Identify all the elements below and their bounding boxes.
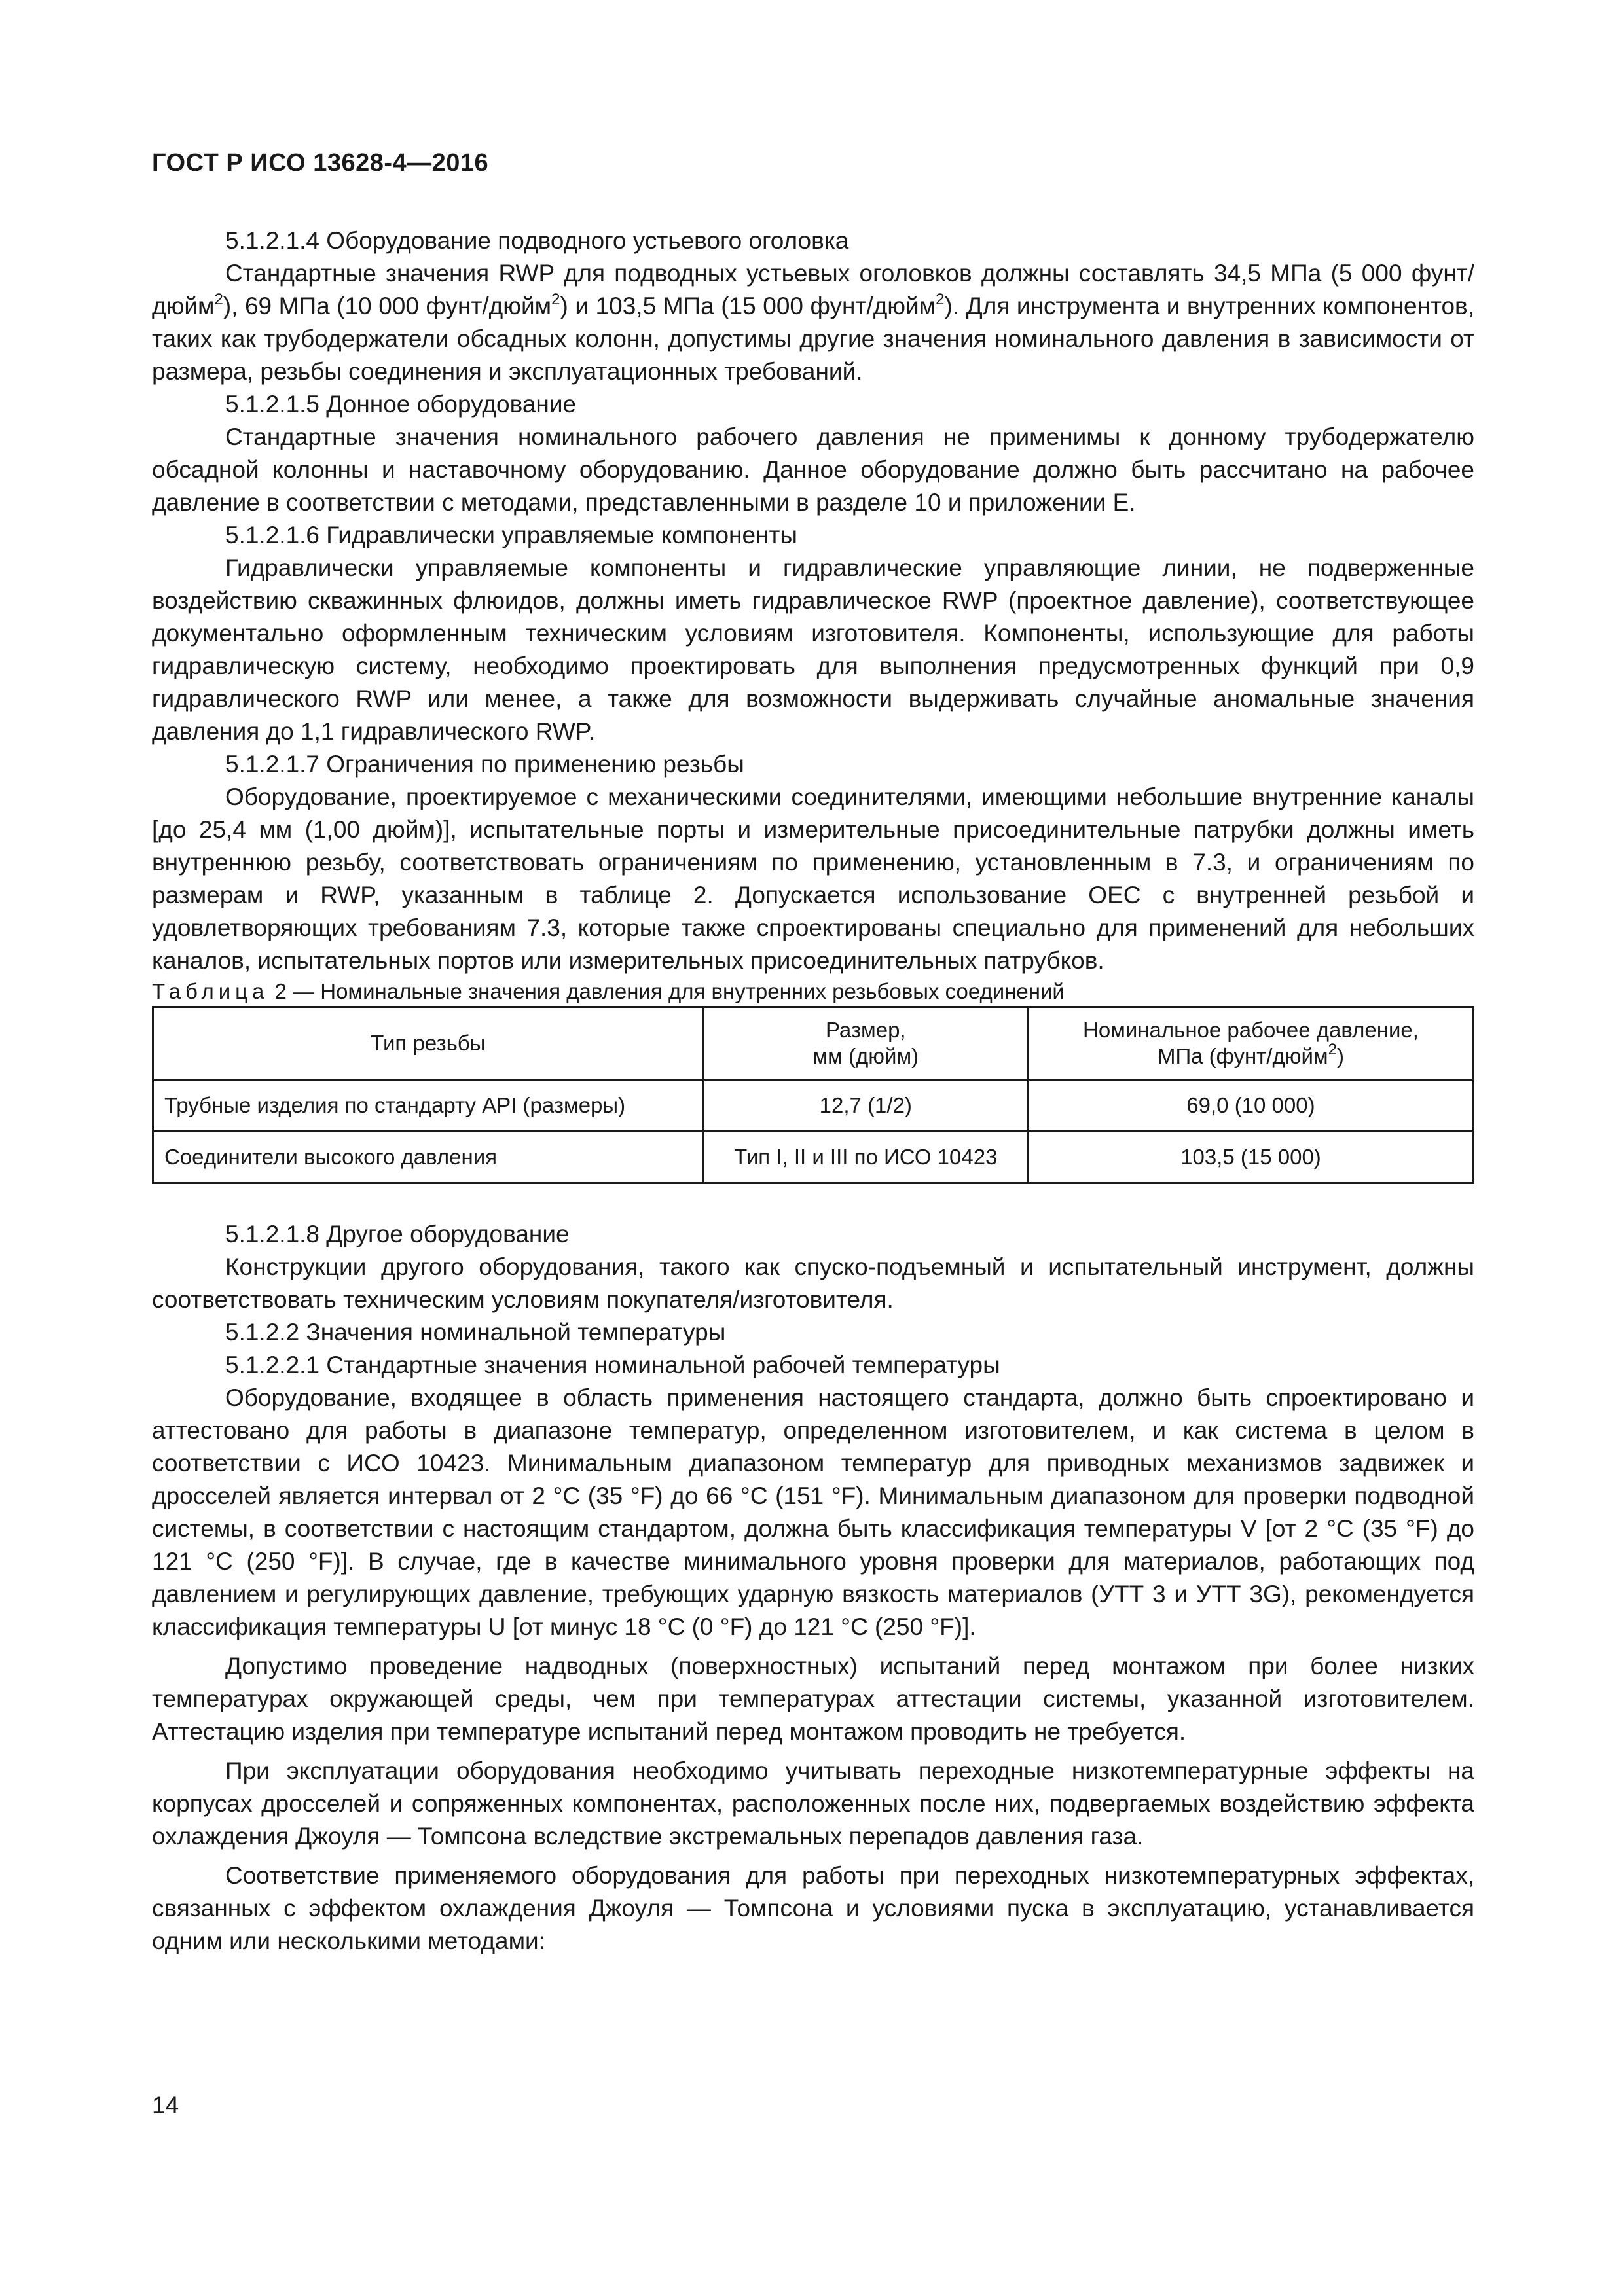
table-row	[153, 1080, 1474, 1132]
paragraph-hydraulic-components: Гидравлически управляемые компоненты и гидравлические управляющие линии, не подверженные воздействию скважинных флюидов, должны иметь гидравлическое RWP (проектное давление), соответствующее документально оформленным техническим условиям изготовителя. Компоненты, использующие для работы гидравлическую систему, необходимо проектировать для выполнения предусмотренных функций при 0,9 гидравлического RWP или менее, а также для возможности выдерживать случайные аномальные значения давления до 1,1 гидравлического RWP.	[152, 554, 1474, 745]
document-page	[152, 0, 1474, 2296]
table-cell-size: 12,7 (1/2)	[703, 1080, 1028, 1132]
table-cell-pressure: 103,5 (15 000)	[1028, 1132, 1473, 1183]
table-cell-pressure: 69,0 (10 000)	[1028, 1080, 1473, 1132]
document-body	[152, 224, 1474, 1958]
paragraph-other-equipment: Конструкции другого оборудования, такого как спуско-подъемный и испытательный инструмент, должны соответствовать техническим условиям покупателя/изготовителя.	[152, 1253, 1474, 1313]
paragraph-temperature-range: Оборудование, входящее в область применения настоящего стандарта, должно быть спроектировано и аттестовано для работы в диапазоне температур, определенном изготовителем, и как система в целом в соответствии с ИСО 10423. Минимальным диапазоном температур для приводных механизмов задвижек и дросселей является интервал от 2 °С (35 °F) до 66 °С (151 °F). Минимальным диапазоном для проверки подводной системы, в соответствии с настоящим стандартом, должна быть классификация температуры V [от 2 °С (35 °F) до 121 °С (250 °F)]. В случае, где в качестве минимального уровня проверки для материалов, работающих под давлением и регулирующих давление, требующих ударную вязкость материалов (УТТ 3 и УТТ 3G), рекомендуется классификация температуры U [от минус 18 °С (0 °F) до 121 °С (250 °F)].	[152, 1384, 1474, 1640]
table-cell-thread-type: Соединители высокого давления	[153, 1132, 704, 1183]
document-header: ГОСТ Р ИСО 13628-4—2016	[152, 149, 489, 177]
pressure-rating-table	[152, 1006, 1474, 1184]
table-cell-size: Тип I, II и III по ИСО 10423	[703, 1132, 1028, 1183]
paragraph-compliance-methods: Соответствие применяемого оборудования для работы при переходных низкотемпературных эффектах, связанных с эффектом охлаждения Джоуля — Томпсона и условиями пуска в эксплуатацию, устанавливается одним или несколькими методами:	[152, 1862, 1474, 1954]
paragraph-subsea-wellhead: Стандартные значения RWP для подводных устьевых оголовков должны составлять 34,5 МПа (5 000 фунт/дюйм$^2$), 69 МПа (10 000 фунт/дюйм$^2$) и 103,5 МПа (15 000 фунт/дюйм$^2$). Для инструмента и внутренних компонентов, таких как трубодержатели обсадных колонн, допустимы другие значения номинального давления в зависимости от размера, резьбы соединения и эксплуатационных требований.	[152, 260, 1474, 385]
column-header-thread-type: Тип резьбы	[153, 1007, 704, 1080]
section-heading-5-1-2-1-4: 5.1.2.1.4 Оборудование подводного устьевого оголовка	[225, 227, 849, 254]
table-header-row	[153, 1007, 1474, 1080]
paragraph-thread-limitations: Оборудование, проектируемое с механическими соединителями, имеющими небольшие внутренние каналы [до 25,4 мм (1,00 дюйм)], испытательные порты и измерительные присоединительные патрубки должны иметь внутреннюю резьбу, соответствовать ограничениям по применению, установленным в 7.3, и ограничениям по размерам и RWP, указанным в таблице 2. Допускается использование ОЕС с внутренней резьбой и удовлетворяющих требованиям 7.3, которые также спроектированы специально для применений для небольших каналов, испытательных портов или измерительных присоединительных патрубков.	[152, 783, 1474, 974]
column-header-pressure: Номинальное рабочее давление, МПа (фунт/дюйм$^2$)	[1028, 1007, 1473, 1080]
table-row	[153, 1132, 1474, 1183]
table-cell-thread-type: Трубные изделия по стандарту API (размеры)	[153, 1080, 704, 1132]
page-number: 14	[152, 2092, 179, 2119]
section-heading-5-1-2-1-6: 5.1.2.1.6 Гидравлически управляемые компоненты	[225, 522, 798, 548]
section-heading-5-1-2-1-8: 5.1.2.1.8 Другое оборудование	[225, 1221, 570, 1247]
section-heading-5-1-2-2: 5.1.2.2 Значения номинальной температуры	[225, 1319, 726, 1346]
table-caption: Таблица 2 — Номинальные значения давления для внутренних резьбовых соединений	[152, 979, 1065, 1003]
section-heading-5-1-2-1-5: 5.1.2.1.5 Донное оборудование	[225, 391, 577, 418]
paragraph-joule-thomson-effects: При эксплуатации оборудования необходимо учитывать переходные низкотемпературные эффекты на корпусах дросселей и сопряженных компонентах, расположенных после них, подвергаемых воздействию эффекта охлаждения Джоуля — Томпсона вследствие экстремальных перепадов давления газа.	[152, 1757, 1474, 1850]
section-heading-5-1-2-2-1: 5.1.2.2.1 Стандартные значения номинальной рабочей температуры	[225, 1352, 1000, 1378]
paragraph-mudline-equipment: Стандартные значения номинального рабочего давления не применимы к донному трубодержателю обсадной колонны и наставочному оборудованию. Данное оборудование должно быть рассчитано на рабочее давление в соответствии с методами, представленными в разделе 10 и приложении Е.	[152, 423, 1474, 516]
paragraph-surface-testing: Допустимо проведение надводных (поверхностных) испытаний перед монтажом при более низких температурах окружающей среды, чем при температурах аттестации системы, указанной изготовителем. Аттестацию изделия при температуре испытаний перед монтажом проводить не требуется.	[152, 1653, 1474, 1745]
section-heading-5-1-2-1-7: 5.1.2.1.7 Ограничения по применению резьбы	[225, 751, 744, 778]
column-header-size: Размер, мм (дюйм)	[703, 1007, 1028, 1080]
